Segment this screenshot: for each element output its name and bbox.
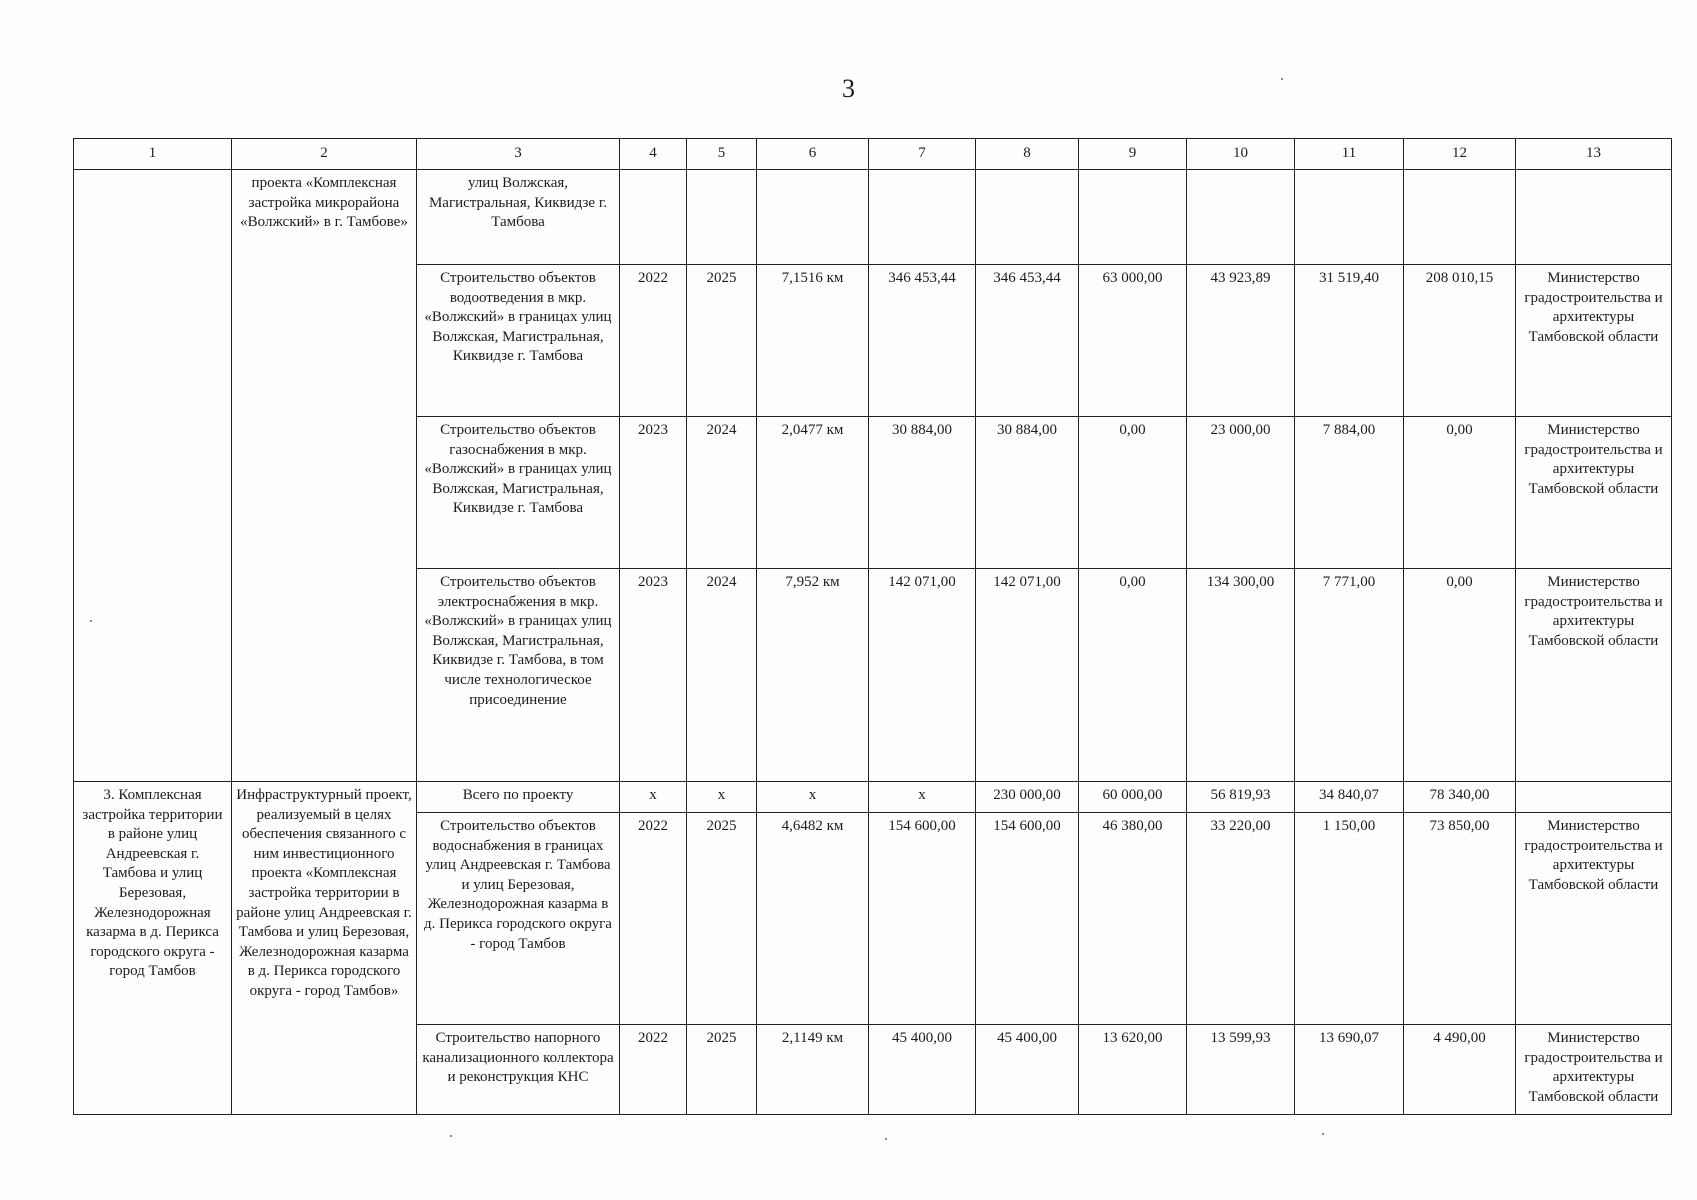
scan-speck <box>885 1138 887 1140</box>
value-cell: 13 599,93 <box>1187 1025 1295 1115</box>
project-type-cell: Инфраструктурный проект, реализуемый в целях обеспечения связанного с ним инвестиционного проекта «Комплексная застройка территории в районе улиц Андреевская г. Тамбова и улиц Березовая, Железнодорожная казарма в д. Перикса городского округа - город Тамбов» <box>232 782 417 1115</box>
value-cell: 7 771,00 <box>1295 569 1404 782</box>
value-cell: 346 453,44 <box>869 265 976 417</box>
column-header: 1 <box>74 139 232 170</box>
end-year-cell: 2025 <box>687 265 757 417</box>
end-year-cell: 2025 <box>687 813 757 1025</box>
value-cell: 154 600,00 <box>976 813 1079 1025</box>
capacity-cell: 7,952 км <box>757 569 869 782</box>
column-header: 5 <box>687 139 757 170</box>
object-name-cell: Строительство напорного канализационного коллектора и реконструкция КНС <box>417 1025 620 1115</box>
value-cell: 23 000,00 <box>1187 417 1295 569</box>
responsible-cell: Министерство градостроительства и архитектуры Тамбовской области <box>1516 417 1672 569</box>
value-cell <box>1079 170 1187 265</box>
start-year-cell: х <box>620 782 687 813</box>
value-cell: х <box>869 782 976 813</box>
value-cell <box>1187 170 1295 265</box>
responsible-cell: Министерство градостроительства и архитектуры Тамбовской области <box>1516 569 1672 782</box>
project-name-cell <box>74 170 232 782</box>
value-cell: 60 000,00 <box>1079 782 1187 813</box>
start-year-cell: 2022 <box>620 265 687 417</box>
responsible-cell: Министерство градостроительства и архитектуры Тамбовской области <box>1516 265 1672 417</box>
scan-speck <box>450 1135 452 1137</box>
column-header: 11 <box>1295 139 1404 170</box>
column-header: 4 <box>620 139 687 170</box>
start-year-cell: 2023 <box>620 417 687 569</box>
financing-table <box>73 138 1672 1115</box>
value-cell: 30 884,00 <box>976 417 1079 569</box>
responsible-cell <box>1516 782 1672 813</box>
column-header: 8 <box>976 139 1079 170</box>
value-cell: 73 850,00 <box>1404 813 1516 1025</box>
responsible-cell <box>1516 170 1672 265</box>
column-header: 9 <box>1079 139 1187 170</box>
capacity-cell: х <box>757 782 869 813</box>
value-cell <box>1295 170 1404 265</box>
object-name-cell: Строительство объектов электроснабжения в мкр. «Волжский» в границах улиц Волжская, Магистральная, Киквидзе г. Тамбова, в том числе технологическое присоединение <box>417 569 620 782</box>
table-row-total <box>74 782 1672 813</box>
table-row <box>74 170 1672 265</box>
project-name-cell: 3. Комплексная застройка территории в районе улиц Андреевская г. Тамбова и улиц Березовая, Железнодорожная казарма в д. Перикса городского округа - город Тамбов <box>74 782 232 1115</box>
value-cell: 34 840,07 <box>1295 782 1404 813</box>
capacity-cell: 7,1516 км <box>757 265 869 417</box>
object-name-cell: Строительство объектов газоснабжения в мкр. «Волжский» в границах улиц Волжская, Магистральная, Киквидзе г. Тамбова <box>417 417 620 569</box>
capacity-cell <box>757 170 869 265</box>
value-cell: 33 220,00 <box>1187 813 1295 1025</box>
column-header: 2 <box>232 139 417 170</box>
object-name-cell: Всего по проекту <box>417 782 620 813</box>
value-cell: 63 000,00 <box>1079 265 1187 417</box>
value-cell: 346 453,44 <box>976 265 1079 417</box>
value-cell <box>976 170 1079 265</box>
value-cell <box>869 170 976 265</box>
column-header: 7 <box>869 139 976 170</box>
value-cell: 154 600,00 <box>869 813 976 1025</box>
object-name-cell: Строительство объектов водоотведения в мкр. «Волжский» в границах улиц Волжская, Магистральная, Киквидзе г. Тамбова <box>417 265 620 417</box>
value-cell: 0,00 <box>1404 417 1516 569</box>
responsible-cell: Министерство градостроительства и архитектуры Тамбовской области <box>1516 813 1672 1025</box>
column-header: 10 <box>1187 139 1295 170</box>
value-cell: 230 000,00 <box>976 782 1079 813</box>
value-cell: 45 400,00 <box>869 1025 976 1115</box>
value-cell: 13 620,00 <box>1079 1025 1187 1115</box>
capacity-cell: 2,1149 км <box>757 1025 869 1115</box>
project-type-cell: проекта «Комплексная застройка микрорайона «Волжский» в г. Тамбове» <box>232 170 417 782</box>
start-year-cell: 2022 <box>620 813 687 1025</box>
value-cell: 208 010,15 <box>1404 265 1516 417</box>
end-year-cell: 2025 <box>687 1025 757 1115</box>
value-cell: 30 884,00 <box>869 417 976 569</box>
value-cell: 142 071,00 <box>869 569 976 782</box>
page-number: 3 <box>842 74 855 103</box>
value-cell: 0,00 <box>1404 569 1516 782</box>
value-cell: 1 150,00 <box>1295 813 1404 1025</box>
scan-speck <box>1322 1133 1324 1135</box>
value-cell: 134 300,00 <box>1187 569 1295 782</box>
value-cell: 43 923,89 <box>1187 265 1295 417</box>
value-cell: 0,00 <box>1079 569 1187 782</box>
column-header: 12 <box>1404 139 1516 170</box>
value-cell: 0,00 <box>1079 417 1187 569</box>
column-header: 13 <box>1516 139 1672 170</box>
value-cell: 45 400,00 <box>976 1025 1079 1115</box>
value-cell: 31 519,40 <box>1295 265 1404 417</box>
start-year-cell: 2023 <box>620 569 687 782</box>
value-cell: 7 884,00 <box>1295 417 1404 569</box>
column-header: 3 <box>417 139 620 170</box>
value-cell: 4 490,00 <box>1404 1025 1516 1115</box>
end-year-cell: х <box>687 782 757 813</box>
column-header: 6 <box>757 139 869 170</box>
value-cell <box>1404 170 1516 265</box>
capacity-cell: 4,6482 км <box>757 813 869 1025</box>
end-year-cell: 2024 <box>687 569 757 782</box>
end-year-cell: 2024 <box>687 417 757 569</box>
value-cell: 56 819,93 <box>1187 782 1295 813</box>
scan-speck <box>90 620 92 622</box>
capacity-cell: 2,0477 км <box>757 417 869 569</box>
scan-speck <box>1281 78 1283 80</box>
end-year-cell <box>687 170 757 265</box>
start-year-cell <box>620 170 687 265</box>
object-name-cell: улиц Волжская, Магистральная, Киквидзе г. Тамбова <box>417 170 620 265</box>
object-name-cell: Строительство объектов водоснабжения в границах улиц Андреевская г. Тамбова и улиц Березовая, Железнодорожная казарма в д. Перикса городского округа - город Тамбов <box>417 813 620 1025</box>
value-cell: 142 071,00 <box>976 569 1079 782</box>
start-year-cell: 2022 <box>620 1025 687 1115</box>
value-cell: 46 380,00 <box>1079 813 1187 1025</box>
value-cell: 13 690,07 <box>1295 1025 1404 1115</box>
value-cell: 78 340,00 <box>1404 782 1516 813</box>
table-header-row <box>74 139 1672 170</box>
responsible-cell: Министерство градостроительства и архитектуры Тамбовской области <box>1516 1025 1672 1115</box>
